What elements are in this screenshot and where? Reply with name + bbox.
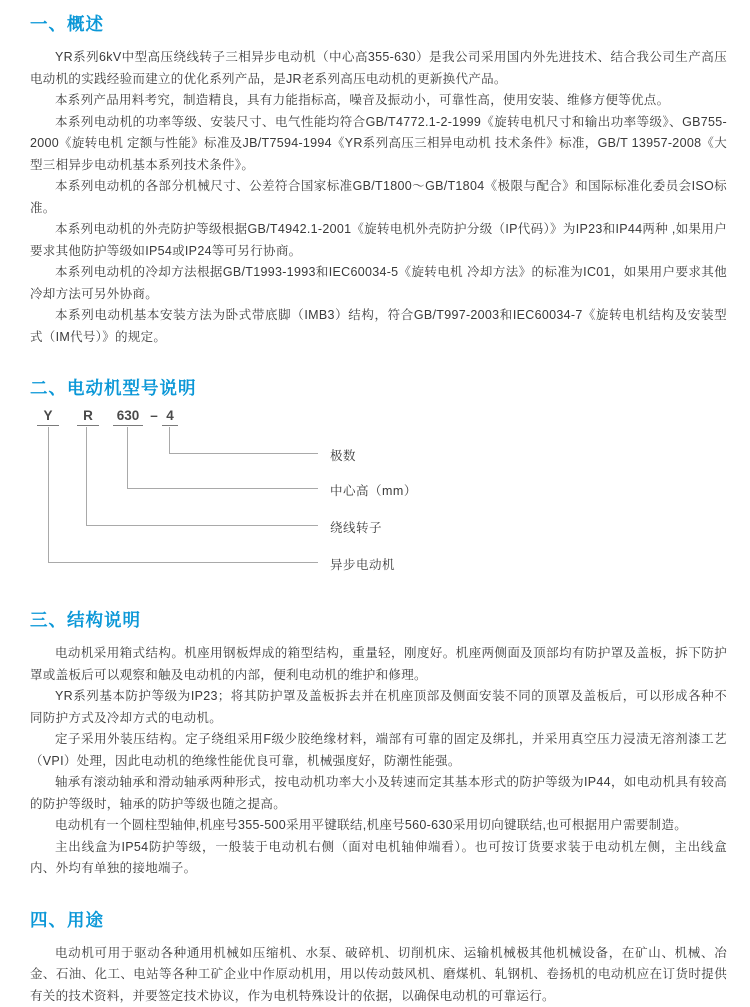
- application-paragraph: 电动机可用于驱动各种通用机械如压缩机、水泵、破碎机、切削机床、运输机械极其他机械设备，在矿山、机械、冶金、石油、化工、电站等各种工矿企业中作原动机用，用以传动鼓风机、磨煤机、轧钢机、卷扬机的电动机应在订货时提供有关的技术资料，并要签定技术协议，作为电机特殊设计的依据，以确保电动机的可靠运行。: [30, 943, 727, 1007]
- overview-paragraph: 本系列产品用料考究，制造精良，具有力能指标高，噪音及振动小，可靠性高，使用安装、维修方便等优点。: [30, 90, 727, 112]
- structure-paragraph: 电动机有一个圆柱型轴伸,机座号355-500采用平键联结,机座号560-630采用切向键联结,也可根据用户需要制造。: [30, 815, 727, 837]
- section-overview: [30, 14, 727, 348]
- structure-paragraph: 定子采用外装压结构。定子绕组采用F级少胶绝缘材料，端部有可靠的固定及绑扎，并采用真空压力浸渍无溶剂漆工艺（VPI）处理，因此电动机的绝缘性能优良可靠，机械强度好，防潮性能强。: [30, 729, 727, 772]
- section-application-title: 四、用途: [30, 910, 727, 930]
- section-overview-title: 一、概述: [30, 14, 727, 34]
- section-structure: [30, 610, 727, 880]
- section-model-designation: [30, 378, 727, 580]
- connector-line-async-motor: [48, 427, 318, 563]
- overview-paragraph: 本系列电动机基本安装方法为卧式带底脚（IMB3）结构，符合GB/T997-2003和IEC60034-7《旋转电机结构及安装型式（IM代号）》的规定。: [30, 305, 727, 348]
- diagram-label-wound-rotor: 绕线转子: [330, 518, 382, 536]
- section-structure-body: [30, 643, 727, 880]
- model-code-frame-size: 630: [113, 408, 143, 426]
- section-model-title: 二、电动机型号说明: [30, 378, 727, 398]
- section-structure-title: 三、结构说明: [30, 610, 727, 630]
- overview-paragraph: YR系列6kV中型高压绕线转子三相异步电动机（中心高355-630）是我公司采用国内外先进技术、结合我公司生产高压电动机的实践经验而建立的优化系列产品，是JR老系列高压电动机的更新换代产品。: [30, 47, 727, 90]
- section-application: [30, 910, 727, 1007]
- model-code-series: Y: [37, 408, 59, 426]
- model-code-rotor: R: [77, 408, 99, 426]
- model-code-pole-number: 4: [162, 408, 178, 426]
- diagram-label-center-height: 中心高（mm）: [330, 481, 417, 499]
- structure-paragraph: 轴承有滚动轴承和滑动轴承两种形式，按电动机功率大小及转速而定其基本形式的防护等级为IP44，如电动机具有较高的防护等级时，轴承的防护等级也随之提高。: [30, 772, 727, 815]
- structure-paragraph: 电动机采用箱式结构。机座用钢板焊成的箱型结构，重量轻，刚度好。机座两侧面及顶部均有防护罩及盖板，拆下防护罩或盖板后可以观察和触及电动机的内部，便利电动机的维护和修理。: [30, 643, 727, 686]
- overview-paragraph: 本系列电动机的冷却方法根据GB/T1993-1993和IEC60034-5《旋转电机 冷却方法》的标准为IC01，如果用户要求其他冷却方法可另外协商。: [30, 262, 727, 305]
- section-application-body: [30, 943, 727, 1007]
- structure-paragraph: YR系列基本防护等级为IP23；将其防护罩及盖板拆去并在机座顶部及侧面安装不同的顶罩及盖板后，可以形成各种不同防护方式及冷却方式的电动机。: [30, 686, 727, 729]
- section-overview-body: [30, 47, 727, 348]
- model-code-dash: –: [148, 408, 160, 425]
- diagram-label-poles: 极数: [330, 446, 356, 464]
- overview-paragraph: 本系列电动机的功率等级、安装尺寸、电气性能均符合GB/T4772.1-2-1999《旋转电机尺寸和输出功率等级》、GB755-2000《旋转电机 定额与性能》标准及JB/T7594-1994《YR系列高压三相异电动机 技术条件》标准，GB/T 13957-2008《大型三相异步电动机基本系列技术条件》。: [30, 112, 727, 177]
- structure-paragraph: 主出线盒为IP54防护等级，一般装于电动机右侧（面对电机轴伸端看）。也可按订货要求装于电动机左侧，主出线盒内、外均有单独的接地端子。: [30, 837, 727, 880]
- model-code-diagram: [30, 408, 727, 580]
- overview-paragraph: 本系列电动机的各部分机械尺寸、公差符合国家标准GB/T1800～GB/T1804《极限与配合》和国际标准化委员会ISO标准。: [30, 176, 727, 219]
- diagram-label-async-motor: 异步电动机: [330, 555, 395, 573]
- overview-paragraph: 本系列电动机的外壳防护等级根据GB/T4942.1-2001《旋转电机外壳防护分级（IP代码）》为IP23和IP44两种 ,如果用户要求其他防护等级如IP54或IP24等可另行协商。: [30, 219, 727, 262]
